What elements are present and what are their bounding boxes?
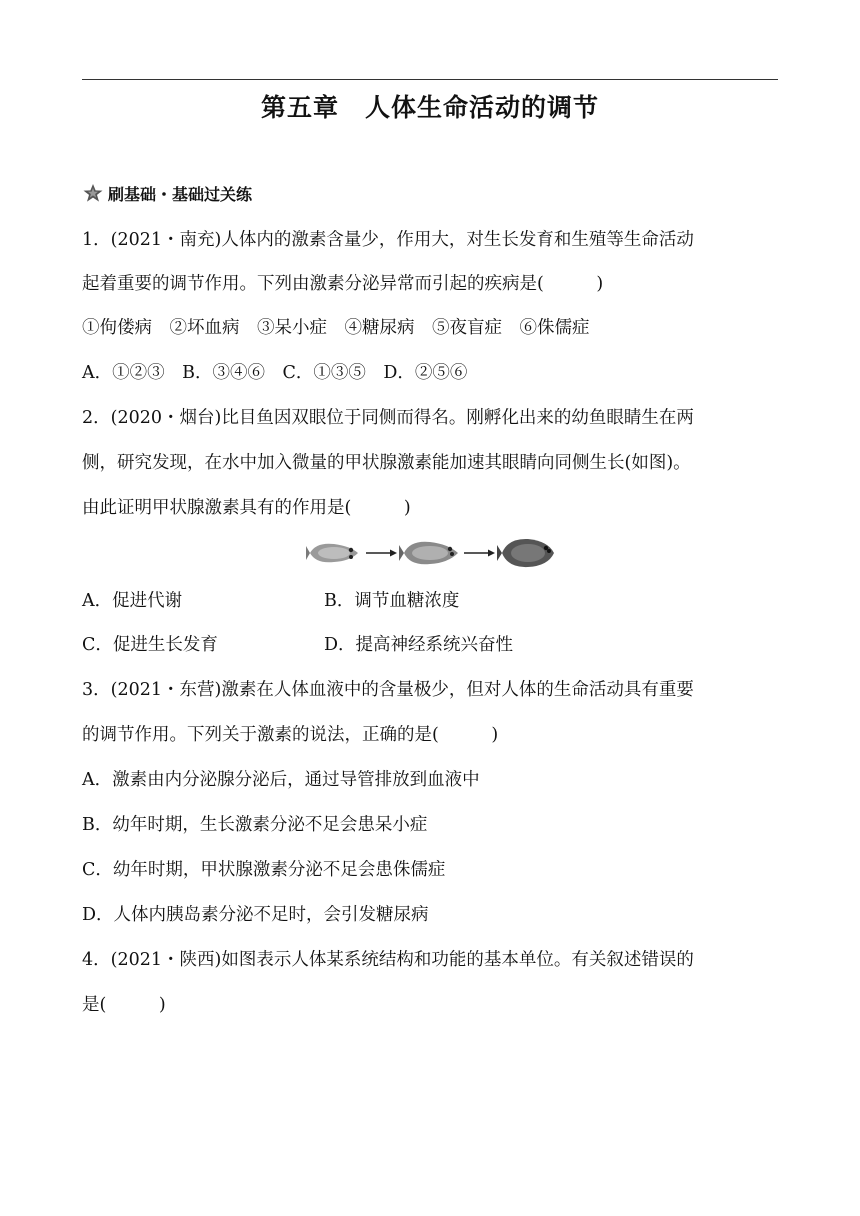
fish-stage-2-icon	[399, 542, 458, 565]
q3-line-1: 3．(2021・东营)激素在人体血液中的含量极少，但对人体的生命活动具有重要	[82, 680, 694, 700]
q3-option-b: B．幼年时期，生长激素分泌不足会患呆小症	[82, 815, 428, 835]
q3-option-d: D．人体内胰岛素分泌不足时，会引发糖尿病	[82, 905, 429, 925]
arrow-right-icon	[366, 550, 397, 557]
q2-line-1: 2．(2020・烟台)比目鱼因双眼位于同侧而得名。刚孵化出来的幼鱼眼睛生在两	[82, 408, 694, 428]
q2-option-d: D．提高神经系统兴奋性	[324, 635, 514, 655]
q2-line-2: 侧，研究发现，在水中加入微量的甲状腺激素能加速其眼睛向同侧生长(如图)。	[82, 453, 691, 473]
flatfish-figure	[306, 536, 556, 570]
section-label: 刷基础・基础过关练	[108, 184, 253, 204]
q3-option-a: A．激素由内分泌腺分泌后，通过导管排放到血液中	[82, 770, 480, 790]
q1-items: ①佝偻病 ②坏血病 ③呆小症 ④糖尿病 ⑤夜盲症 ⑥侏儒症	[82, 318, 590, 338]
q2-option-a: A．促进代谢	[82, 591, 183, 611]
arrow-right-icon	[464, 550, 495, 557]
star-icon	[82, 183, 104, 203]
fish-stage-1-icon	[306, 544, 358, 563]
q4-line-2: 是( )	[82, 995, 166, 1015]
section-heading	[82, 181, 252, 205]
page-title: 第五章 人体生命活动的调节	[260, 93, 599, 122]
header-rule	[82, 79, 778, 80]
q1-line-2: 起着重要的调节作用。下列由激素分泌异常而引起的疾病是( )	[82, 274, 604, 294]
q1-line-1: 1．(2021・南充)人体内的激素含量少，作用大，对生长发育和生殖等生命活动	[82, 230, 694, 250]
q3-option-c: C．幼年时期，甲状腺激素分泌不足会患侏儒症	[82, 860, 446, 880]
fish-stage-3-icon	[497, 539, 554, 567]
q2-line-3: 由此证明甲状腺激素具有的作用是( )	[82, 498, 411, 518]
q2-option-c: C．促进生长发育	[82, 635, 218, 655]
q4-line-1: 4．(2021・陕西)如图表示人体某系统结构和功能的基本单位。有关叙述错误的	[82, 950, 694, 970]
q3-line-2: 的调节作用。下列关于激素的说法，正确的是( )	[82, 725, 499, 745]
q1-options: A．①②③ B．③④⑥ C．①③⑤ D．②⑤⑥	[82, 363, 468, 383]
q2-option-b: B．调节血糖浓度	[324, 591, 460, 611]
